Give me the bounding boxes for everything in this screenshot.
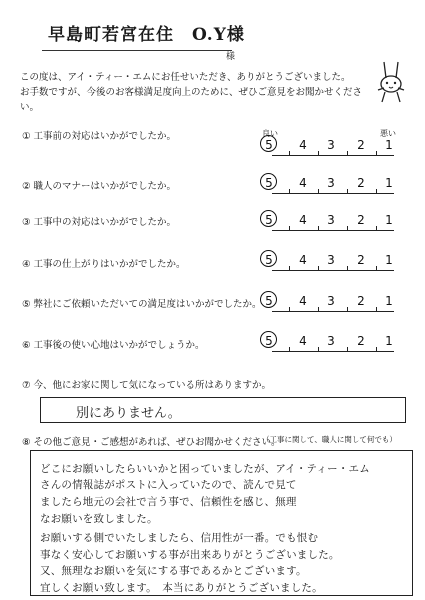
scale-good-label: 良い (262, 129, 278, 138)
scale-tick (318, 226, 319, 231)
question-8-answer-line: さんの情報誌がポストに入っていたので、読んで見て (40, 479, 297, 491)
scale-tick (347, 266, 348, 271)
scale-1[interactable]: 1 (385, 176, 393, 190)
scale-tick (318, 189, 319, 194)
question-8-answer-line: 事なく安心してお願いする事が出来ありがとうございました。 (40, 549, 340, 561)
scale-tick (318, 266, 319, 271)
scale-2[interactable]: 2 (357, 294, 365, 308)
intro-text (20, 70, 370, 115)
question-8-answer-line: 又、無理なお願いを気にする事であるかとございます。 (40, 565, 307, 577)
question-5-rating-scale[interactable] (262, 294, 402, 318)
scale-5[interactable]: 5 (265, 294, 273, 308)
question-8-answer-line: ましたら地元の会社で言う事で、信頼性を感じ、無理 (40, 496, 297, 508)
scale-5[interactable]: 5 (265, 253, 273, 267)
scale-2[interactable]: 2 (357, 213, 365, 227)
scale-tick (376, 189, 377, 194)
scale-4[interactable]: 4 (299, 334, 307, 348)
intro-line-1: この度は、アイ・ティー・エムにお任せいただき、ありがとうございました。 (20, 72, 351, 83)
scale-2[interactable]: 2 (357, 253, 365, 267)
scale-tick (376, 151, 377, 156)
scale-tick (376, 266, 377, 271)
question-7-label: ⑦ 今、他にお家に関して気になっている所はありますか。 (22, 380, 272, 391)
question-8-answer-line: なお願いを致しました。 (40, 513, 158, 525)
scale-1[interactable]: 1 (385, 138, 393, 152)
question-7-answer: 別にありません。 (76, 406, 181, 421)
scale-3[interactable]: 3 (327, 213, 335, 227)
scale-4[interactable]: 4 (299, 176, 307, 190)
scale-2[interactable]: 2 (357, 176, 365, 190)
question-3-label: ③ 工事中の対応はいかがでしたか。 (22, 217, 177, 228)
scale-tick (289, 151, 290, 156)
question-3-rating-scale[interactable] (262, 213, 402, 237)
scale-tick (289, 307, 290, 312)
question-2-rating-scale[interactable] (262, 176, 402, 200)
question-8-answer-line: 宜しくお願い致します。 本当にありがとうございました。 (40, 582, 323, 594)
scale-1[interactable]: 1 (385, 213, 393, 227)
scale-2[interactable]: 2 (357, 138, 365, 152)
scale-tick (289, 226, 290, 231)
scale-4[interactable]: 4 (299, 213, 307, 227)
scale-tick (289, 347, 290, 352)
scale-3[interactable]: 3 (327, 138, 335, 152)
name-underline (42, 50, 232, 51)
scale-tick (289, 189, 290, 194)
scale-tick (347, 347, 348, 352)
rabbit-mascot-icon (372, 58, 412, 108)
scale-5[interactable]: 5 (265, 176, 273, 190)
scale-1[interactable]: 1 (385, 294, 393, 308)
scale-tick (318, 347, 319, 352)
scale-tick (376, 226, 377, 231)
scale-tick (376, 307, 377, 312)
question-1-rating-scale[interactable] (262, 138, 402, 162)
honorific-label: 様 (226, 52, 236, 62)
question-8-answer-line: どこにお願いしたらいいかと困っていましたが、アイ・ティー・エム (40, 463, 370, 475)
question-8-answer-line: お願いする側でいたしましたら、信用性が一番。でも恨む (40, 532, 319, 544)
scale-tick (318, 151, 319, 156)
scale-5[interactable]: 5 (265, 138, 273, 152)
scale-3[interactable]: 3 (327, 334, 335, 348)
question-5-label: ⑤ 弊社にご依頼いただいての満足度はいかがでしたか。 (22, 299, 262, 310)
question-8-label: ⑧ その他ご意見・ご感想があれば、ぜひお聞かせください。 (22, 437, 281, 448)
scale-2[interactable]: 2 (357, 334, 365, 348)
scale-4[interactable]: 4 (299, 138, 307, 152)
scale-tick (376, 347, 377, 352)
scale-bad-label: 悪い (380, 129, 396, 138)
question-8-note: （工事に関して、職人に関して何でも） (262, 435, 397, 444)
question-6-rating-scale[interactable] (262, 334, 402, 358)
scale-tick (347, 189, 348, 194)
question-4-label: ④ 工事の仕上がりはいかがでしたか。 (22, 259, 186, 270)
scale-5[interactable]: 5 (265, 213, 273, 227)
scale-5[interactable]: 5 (265, 334, 273, 348)
scale-1[interactable]: 1 (385, 334, 393, 348)
scale-tick (347, 307, 348, 312)
scale-3[interactable]: 3 (327, 294, 335, 308)
intro-line-2: お手数ですが、今後のお客様満足度向上のために、ぜひご意見をお聞かせください。 (20, 87, 363, 113)
scale-tick (347, 151, 348, 156)
question-4-rating-scale[interactable] (262, 253, 402, 277)
question-2-label: ② 職人のマナーはいかがでしたか。 (22, 181, 177, 192)
question-6-label: ⑥ 工事後の使い心地はいかがでしょうか。 (22, 340, 205, 351)
scale-3[interactable]: 3 (327, 176, 335, 190)
scale-4[interactable]: 4 (299, 294, 307, 308)
scale-1[interactable]: 1 (385, 253, 393, 267)
scale-tick (347, 226, 348, 231)
scale-tick (318, 307, 319, 312)
scale-4[interactable]: 4 (299, 253, 307, 267)
question-1-label: ① 工事前の対応はいかがでしたか。 (22, 131, 177, 142)
scale-3[interactable]: 3 (327, 253, 335, 267)
scale-tick (289, 266, 290, 271)
customer-name: 早島町若宮在住 O.Y様 (48, 25, 245, 45)
